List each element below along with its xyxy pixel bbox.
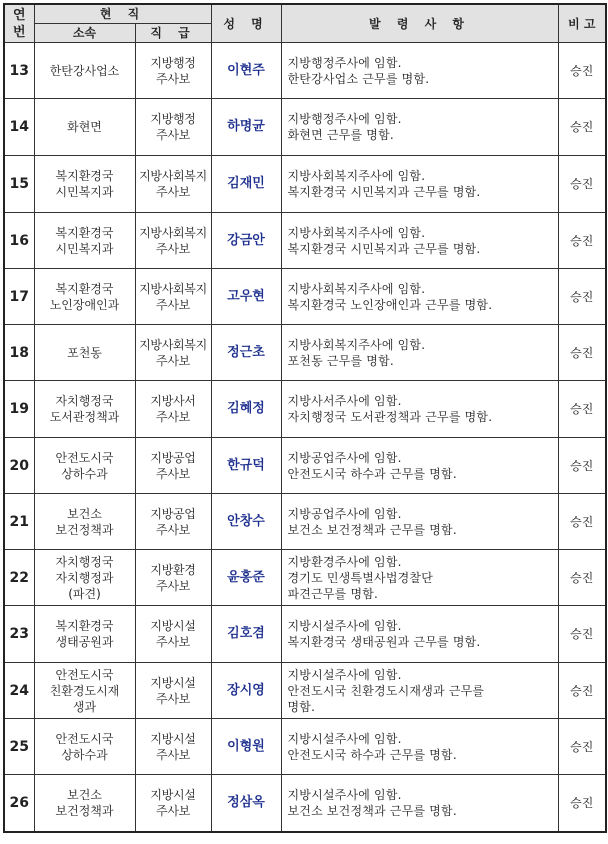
row-rank: 지방사회복지 주사보 [135, 325, 211, 381]
row-order: 지방환경주사에 임함. 경기도 민생특별사법경찰단 파견근무를 명함. [281, 550, 558, 606]
row-note: 승진 [558, 43, 606, 99]
table-row [4, 213, 606, 269]
table-row [4, 269, 606, 325]
row-number: 22 [4, 550, 34, 606]
row-name: 김호겸 [211, 606, 281, 663]
row-department: 안전도시국 상하수과 [34, 438, 135, 494]
row-number: 15 [4, 156, 34, 213]
row-department: 안전도시국 상하수과 [34, 719, 135, 775]
row-name: 정삼옥 [211, 775, 281, 832]
header-rank: 직 급 [135, 24, 211, 43]
row-department: 복지환경국 노인장애인과 [34, 269, 135, 325]
row-name: 하명균 [211, 99, 281, 156]
row-department: 복지환경국 시민복지과 [34, 156, 135, 213]
row-order: 지방사회복지주사에 임함. 포천동 근무를 명함. [281, 325, 558, 381]
row-number: 14 [4, 99, 34, 156]
table-row [4, 663, 606, 719]
table-row [4, 381, 606, 438]
row-rank: 지방시설 주사보 [135, 663, 211, 719]
row-department: 복지환경국 시민복지과 [34, 213, 135, 269]
row-department: 자치행정국 도서관정책과 [34, 381, 135, 438]
row-order: 지방행정주사에 임함. 한탄강사업소 근무를 명함. [281, 43, 558, 99]
row-order: 지방사회복지주사에 임함. 복지환경국 시민복지과 근무를 명함. [281, 156, 558, 213]
row-number: 17 [4, 269, 34, 325]
row-rank: 지방시설 주사보 [135, 606, 211, 663]
row-rank: 지방행정 주사보 [135, 43, 211, 99]
row-name: 한규덕 [211, 438, 281, 494]
row-name: 정근초 [211, 325, 281, 381]
row-order: 지방공업주사에 임함. 보건소 보건정책과 근무를 명함. [281, 494, 558, 550]
header-current: 현 직 [34, 4, 211, 24]
row-rank: 지방환경 주사보 [135, 550, 211, 606]
row-order: 지방사서주사에 임함. 자치행정국 도서관정책과 근무를 명함. [281, 381, 558, 438]
table-row [4, 43, 606, 99]
row-rank: 지방사회복지 주사보 [135, 213, 211, 269]
row-number: 20 [4, 438, 34, 494]
row-name: 이현주 [211, 43, 281, 99]
table-row [4, 606, 606, 663]
row-note: 승진 [558, 381, 606, 438]
table-header [4, 4, 606, 43]
row-department: 보건소 보건정책과 [34, 494, 135, 550]
row-order: 지방시설주사에 임함. 보건소 보건정책과 근무를 명함. [281, 775, 558, 832]
row-note: 승진 [558, 99, 606, 156]
table-row [4, 550, 606, 606]
row-name: 고우현 [211, 269, 281, 325]
row-rank: 지방공업 주사보 [135, 494, 211, 550]
row-department: 포천동 [34, 325, 135, 381]
row-name: 강금안 [211, 213, 281, 269]
row-note: 승진 [558, 775, 606, 832]
row-rank: 지방사회복지 주사보 [135, 156, 211, 213]
row-department: 보건소 보건정책과 [34, 775, 135, 832]
row-department: 한탄강사업소 [34, 43, 135, 99]
row-number: 19 [4, 381, 34, 438]
table-row [4, 494, 606, 550]
appointment-table [3, 3, 607, 833]
row-rank: 지방사서 주사보 [135, 381, 211, 438]
row-note: 승진 [558, 438, 606, 494]
table-row [4, 325, 606, 381]
row-order: 지방시설주사에 임함. 안전도시국 하수과 근무를 명함. [281, 719, 558, 775]
row-number: 24 [4, 663, 34, 719]
row-number: 25 [4, 719, 34, 775]
header-order: 발 령 사 항 [281, 4, 558, 43]
table-row [4, 719, 606, 775]
row-name: 윤홍준 [211, 550, 281, 606]
row-note: 승진 [558, 325, 606, 381]
row-note: 승진 [558, 550, 606, 606]
row-name: 안창수 [211, 494, 281, 550]
row-note: 승진 [558, 156, 606, 213]
row-number: 23 [4, 606, 34, 663]
table-row [4, 775, 606, 832]
table-row [4, 438, 606, 494]
row-number: 16 [4, 213, 34, 269]
header-dept: 소속 [34, 24, 135, 43]
table-row [4, 99, 606, 156]
row-note: 승진 [558, 663, 606, 719]
row-note: 승진 [558, 719, 606, 775]
row-rank: 지방시설 주사보 [135, 719, 211, 775]
row-department: 안전도시국 친환경도시재 생과 [34, 663, 135, 719]
row-note: 승진 [558, 269, 606, 325]
row-department: 복지환경국 생태공원과 [34, 606, 135, 663]
row-name: 김재민 [211, 156, 281, 213]
row-order: 지방시설주사에 임함. 안전도시국 친환경도시재생과 근무를 명함. [281, 663, 558, 719]
header-no: 연 번 [4, 4, 34, 43]
header-note: 비 고 [558, 4, 606, 43]
row-order: 지방사회복지주사에 임함. 복지환경국 노인장애인과 근무를 명함. [281, 269, 558, 325]
row-rank: 지방시설 주사보 [135, 775, 211, 832]
row-order: 지방사회복지주사에 임함. 복지환경국 시민복지과 근무를 명함. [281, 213, 558, 269]
table-body [4, 43, 606, 832]
row-rank: 지방공업 주사보 [135, 438, 211, 494]
row-number: 21 [4, 494, 34, 550]
header-name: 성 명 [211, 4, 281, 43]
row-name: 장시영 [211, 663, 281, 719]
table-row [4, 156, 606, 213]
row-note: 승진 [558, 213, 606, 269]
row-order: 지방공업주사에 임함. 안전도시국 하수과 근무를 명함. [281, 438, 558, 494]
row-number: 13 [4, 43, 34, 99]
row-rank: 지방행정 주사보 [135, 99, 211, 156]
row-order: 지방시설주사에 임함. 복지환경국 생태공원과 근무를 명함. [281, 606, 558, 663]
row-note: 승진 [558, 606, 606, 663]
row-department: 화현면 [34, 99, 135, 156]
row-rank: 지방사회복지 주사보 [135, 269, 211, 325]
row-name: 이형원 [211, 719, 281, 775]
row-note: 승진 [558, 494, 606, 550]
row-number: 18 [4, 325, 34, 381]
row-order: 지방행정주사에 임함. 화현면 근무를 명함. [281, 99, 558, 156]
row-name: 김혜정 [211, 381, 281, 438]
row-department: 자치행정국 자치행정과 (파견) [34, 550, 135, 606]
row-number: 26 [4, 775, 34, 832]
